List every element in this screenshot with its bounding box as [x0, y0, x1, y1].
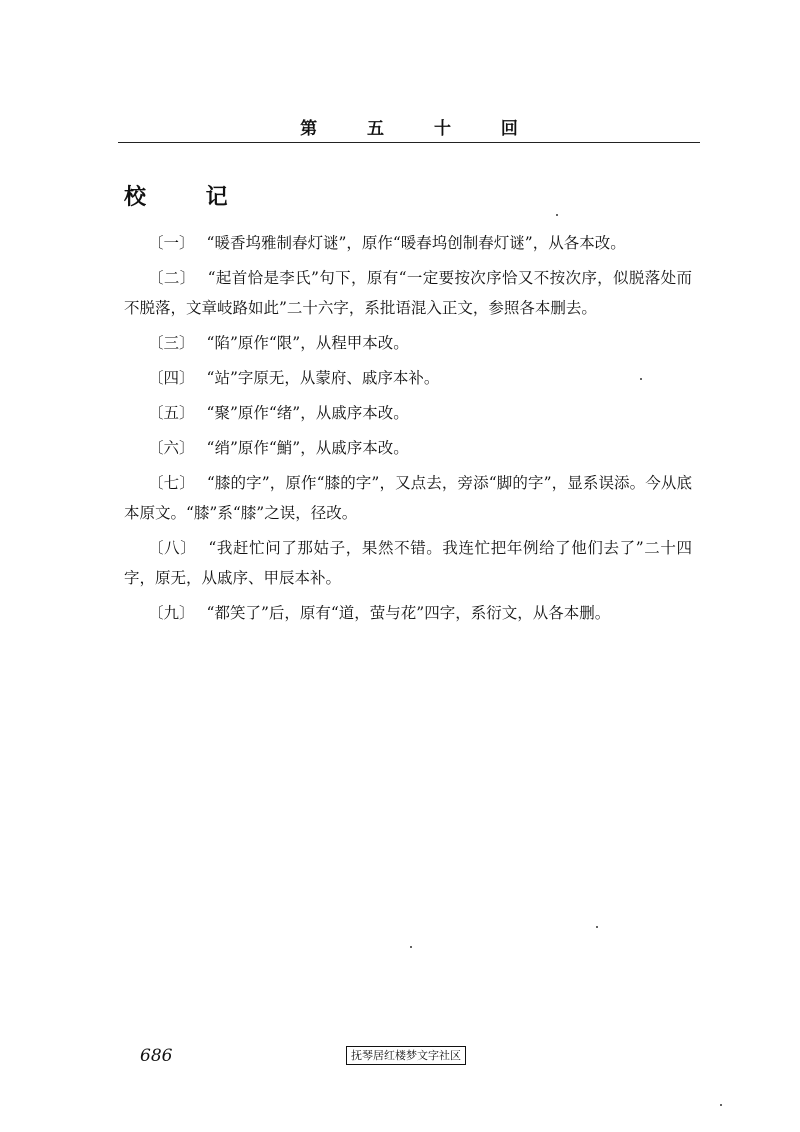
note-number: 〔一〕 — [148, 234, 195, 252]
note-number: 〔九〕 — [148, 604, 195, 622]
header-rule — [118, 142, 700, 143]
note-number: 〔三〕 — [148, 334, 195, 352]
note-text: “陷”原作“限”，从程甲本改。 — [206, 334, 409, 352]
note-number: 〔六〕 — [148, 439, 195, 457]
note-number: 〔七〕 — [148, 474, 195, 492]
chapter-title: 第 五 十 回 — [300, 119, 540, 139]
scan-speck — [556, 214, 558, 216]
note-item — [124, 468, 692, 528]
page-number: 686 — [140, 1046, 173, 1066]
note-item — [124, 263, 692, 323]
note-item — [124, 398, 692, 428]
note-item — [124, 228, 692, 258]
scan-speck — [410, 946, 412, 948]
scan-speck — [596, 926, 598, 928]
note-text: “聚”原作“绪”，从戚序本改。 — [206, 404, 409, 422]
note-item — [124, 533, 692, 593]
note-text: “暖香坞雅制春灯谜”，原作“暖春坞创制春灯谜”，从各本改。 — [206, 234, 626, 252]
notes-list — [124, 228, 692, 633]
note-item — [124, 363, 692, 393]
note-number: 〔二〕 — [148, 269, 196, 287]
note-text: “站”字原无，从蒙府、戚序本补。 — [206, 369, 440, 387]
note-item — [124, 328, 692, 358]
note-number: 〔四〕 — [148, 369, 195, 387]
section-title: 校 记 — [124, 185, 254, 210]
note-text: “都笑了”后，原有“道，萤与花”四字，系衍文，从各本删。 — [206, 604, 611, 622]
note-number: 〔八〕 — [148, 539, 197, 557]
watermark-stamp: 抚琴居红楼梦文字社区 — [346, 1046, 466, 1065]
note-text: “我赶忙问了那姑子，果然不错。我连忙把年例给了他们去了”二十四字，原无，从戚序、甲辰本补。 — [124, 539, 692, 587]
scan-speck — [640, 378, 642, 380]
note-text: “膝的字”，原作“膝的字”，又点去，旁添“脚的字”，显系误添。今从底本原文。“膝”系“膝”之误，径改。 — [124, 474, 692, 522]
scan-speck — [720, 1104, 722, 1106]
note-item — [124, 598, 692, 628]
note-text: “绡”原作“鮹”，从戚序本改。 — [206, 439, 409, 457]
note-item — [124, 433, 692, 463]
page-header — [118, 108, 700, 144]
note-text: “起首恰是李氏”句下，原有“一定要按次序恰又不按次序，似脱落处而不脱落，文章岐路如此”二十六字，系批语混入正文，参照各本删去。 — [124, 269, 692, 317]
note-number: 〔五〕 — [148, 404, 195, 422]
